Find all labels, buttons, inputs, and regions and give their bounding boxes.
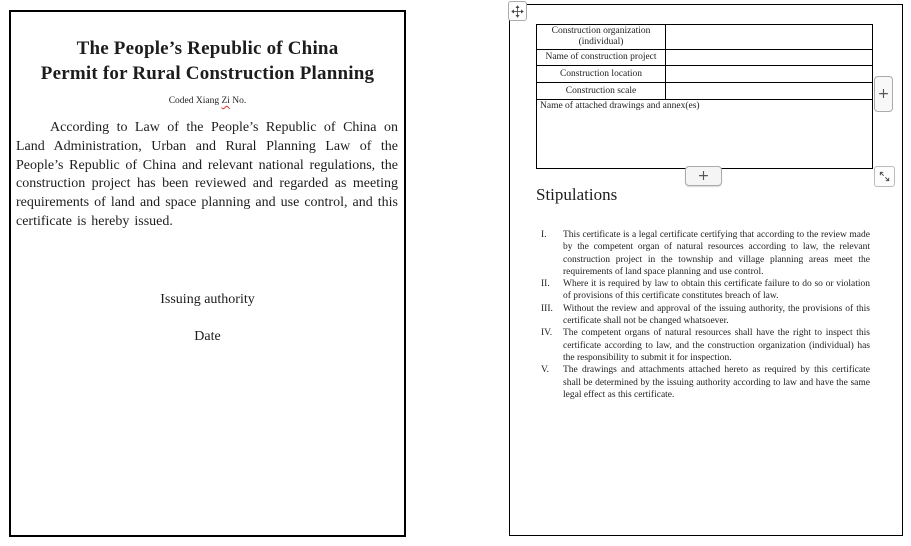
list-item: [541, 303, 870, 328]
label-construction-project-name: Name of construction project: [537, 50, 666, 66]
permit-front-page: [9, 10, 406, 537]
construction-form-table: [536, 24, 873, 169]
list-item-numeral: IV.: [541, 328, 553, 339]
title-line-2: Permit for Rural Construction Planning: [40, 63, 375, 84]
label-construction-location: Construction location: [537, 66, 666, 83]
list-item-numeral: III.: [541, 303, 553, 314]
date-label: Date: [194, 329, 221, 344]
value-construction-location[interactable]: [666, 66, 873, 83]
permit-back-page: [509, 4, 903, 536]
list-item-numeral: I.: [541, 230, 547, 240]
list-item-text: Where it is required by law to obtain this certificate failure to do so or violation of provisions of this certificate constitutes breach of law.: [563, 279, 870, 302]
value-construction-organization[interactable]: [666, 25, 873, 50]
add-column-button[interactable]: [874, 76, 893, 112]
resize-expand-icon: [878, 170, 891, 183]
list-item-numeral: V.: [541, 365, 550, 376]
list-item: [541, 278, 870, 303]
list-item-text: The drawings and attachments attached hereto as required by this certificate shall be determined by the issuing authority according to law and have the same legal effect as this certificate.: [563, 365, 870, 400]
value-construction-project-name[interactable]: [666, 50, 873, 66]
move-icon: [511, 5, 524, 18]
label-construction-scale: Construction scale: [537, 83, 666, 100]
annex-drawings-cell[interactable]: Name of attached drawings and annex(es): [537, 100, 873, 169]
list-item-numeral: II.: [541, 279, 550, 290]
table-row: [537, 66, 873, 83]
list-item: [541, 364, 870, 401]
spellcheck-flagged-word: Zi: [221, 96, 230, 106]
plus-icon: +: [697, 168, 710, 184]
stipulations-list: [541, 229, 870, 401]
list-item: [541, 327, 870, 364]
value-construction-scale[interactable]: [666, 83, 873, 100]
title-line-1: The People’s Republic of China: [76, 38, 339, 59]
certificate-body-paragraph: According to Law of the People’s Republic of China on Land Administration, Urban and Rural Planning Law of the People’s Republic of China and relevant national regulations, the construction project has been reviewed and regarded as meeting requirements of land and space planning and use control, and this certificate is hereby issued.: [16, 120, 398, 229]
list-item-text: Without the review and approval of the issuing authority, the provisions of this certificate shall not be changed whatsoever.: [563, 303, 870, 327]
table-row: [537, 100, 873, 169]
add-row-button[interactable]: [685, 166, 722, 186]
page-title: [11, 36, 404, 86]
code-line-suffix: No.: [229, 96, 247, 106]
table-resize-handle[interactable]: [874, 166, 895, 187]
table-row: [537, 83, 873, 100]
table-move-handle[interactable]: [508, 1, 527, 21]
code-number-line: [11, 96, 404, 106]
code-line-prefix: Coded Xiang: [168, 96, 222, 106]
label-construction-organization: Construction organization (individual): [537, 25, 666, 50]
plus-icon: +: [877, 86, 890, 102]
issuing-authority-label: Issuing authority: [160, 292, 255, 307]
stipulations-heading: Stipulations: [536, 185, 618, 204]
list-item-text: The competent organs of natural resources shall have the right to inspect this certificate according to law, and the construction organization (individual) has the responsibility to submit it for inspection.: [563, 328, 870, 363]
table-row: [537, 50, 873, 66]
table-row: [537, 25, 873, 50]
list-item: [541, 229, 870, 278]
list-item-text: This certificate is a legal certificate certifying that according to the review made by the competent organ of natural resources according to law, the relevant construction project in the township and village planning areas meet the requirements of land space planning and use control.: [563, 230, 870, 277]
